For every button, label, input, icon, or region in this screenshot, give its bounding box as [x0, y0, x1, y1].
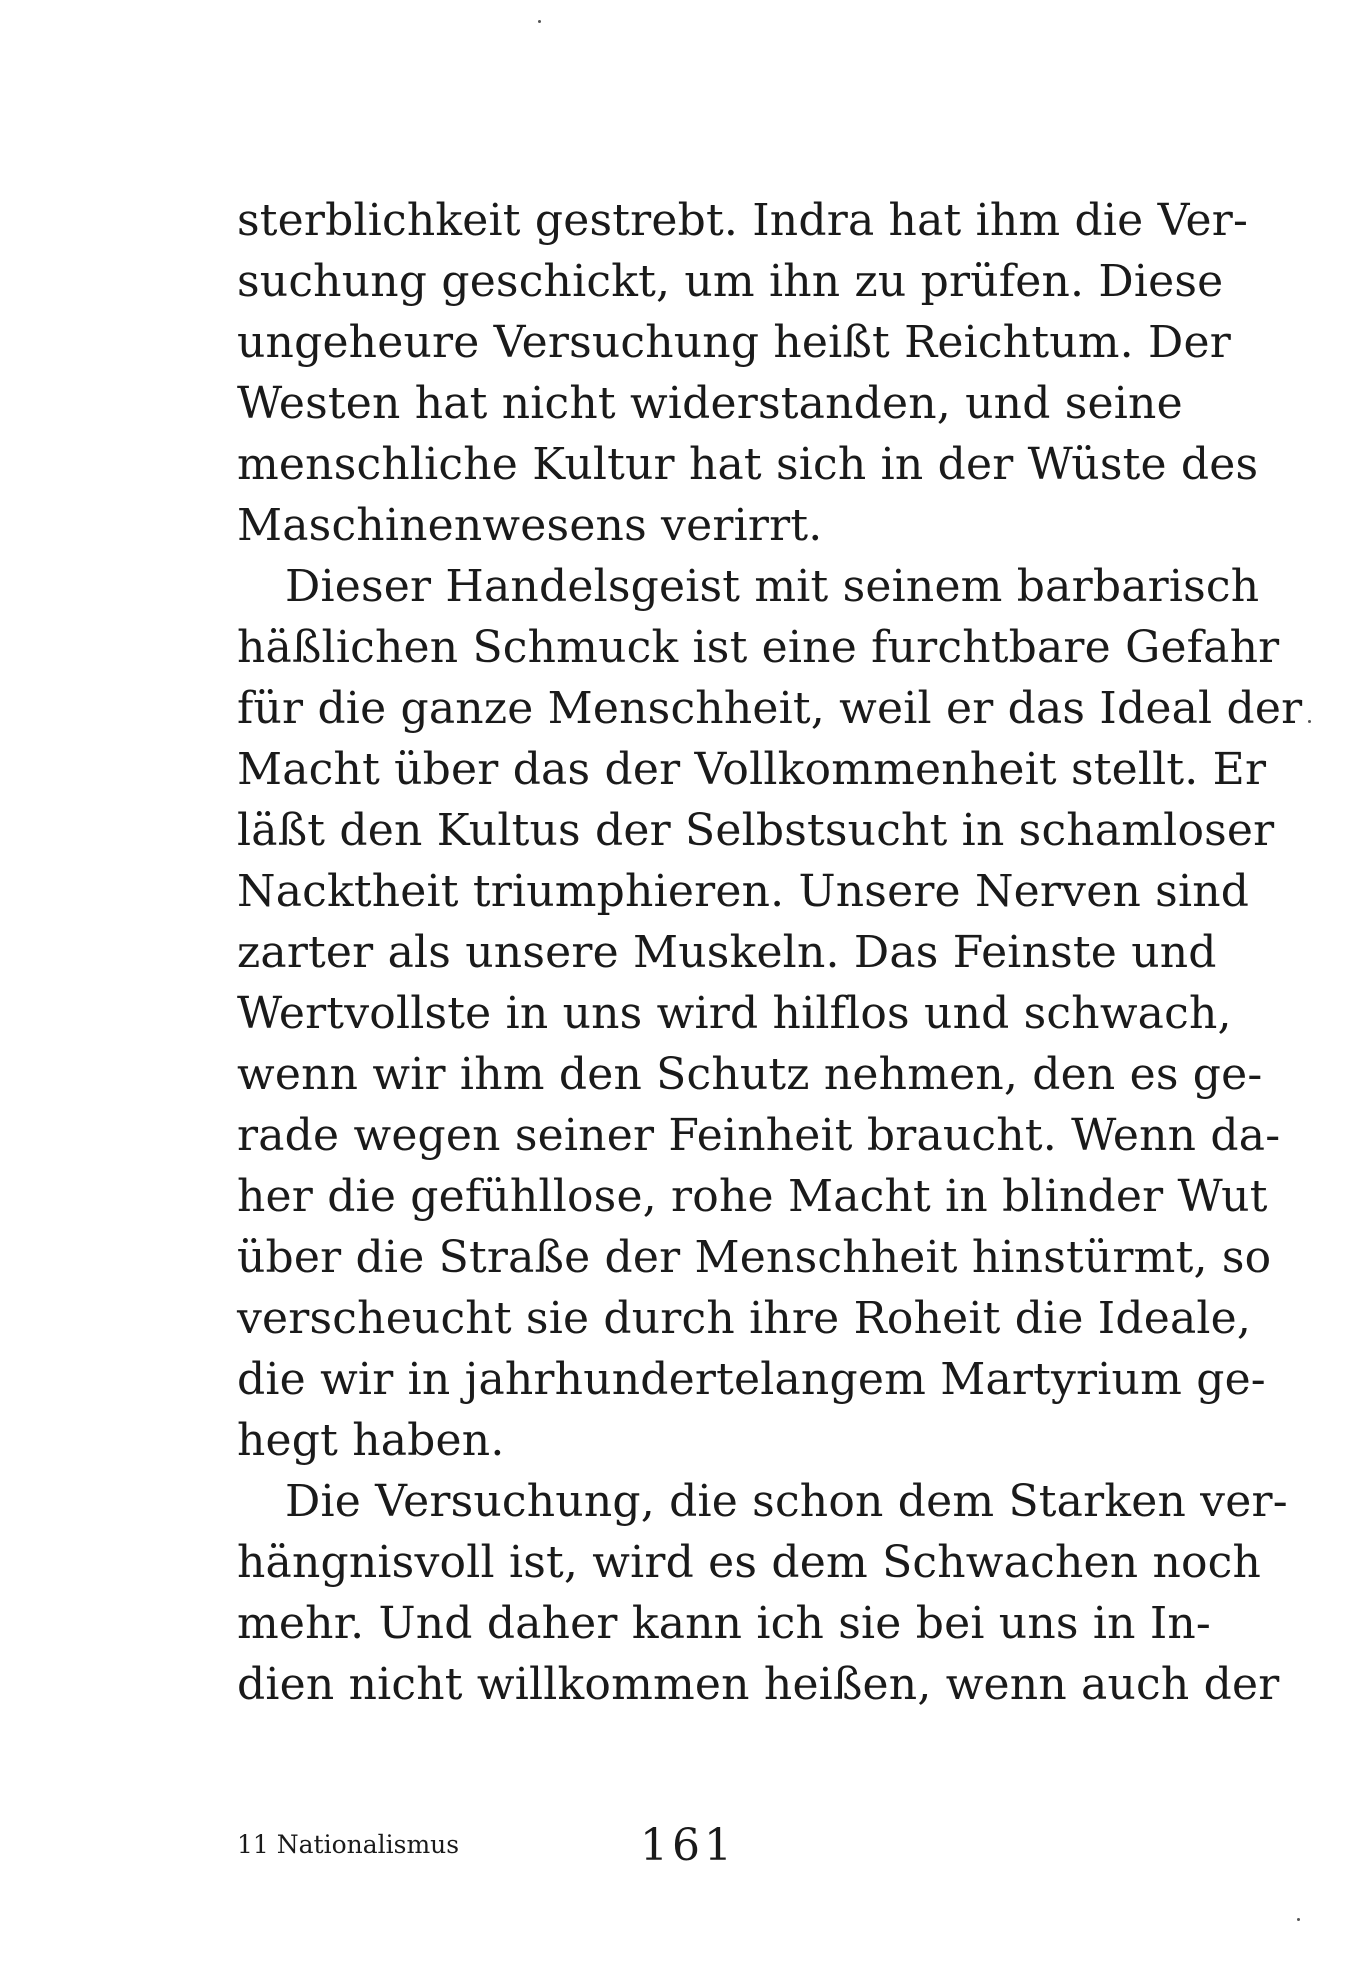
text-line: dien nicht willkommen heißen, wenn auch der: [237, 1659, 1280, 1710]
text-line: Maschinenwesens verirrt.: [237, 500, 823, 551]
text-line: verscheucht sie durch ihre Roheit die Ideale,: [237, 1293, 1252, 1344]
page-number: 161: [640, 1820, 736, 1871]
text-line: Nacktheit triumphieren. Unsere Nerven sind: [237, 866, 1250, 917]
body-text: [237, 190, 1303, 1715]
page-footer: [237, 1822, 1132, 1872]
text-line: hegt haben.: [237, 1415, 505, 1466]
text-line: Westen hat nicht widerstanden, und seine: [237, 378, 1183, 429]
text-line: zarter als unsere Muskeln. Das Feinste und: [237, 927, 1217, 978]
text-line: läßt den Kultus der Selbstsucht in schamloser: [237, 805, 1275, 856]
text-line: Macht über das der Vollkommenheit stellt. Er: [237, 744, 1267, 795]
text-line: rade wegen seiner Feinheit braucht. Wenn da-: [237, 1110, 1281, 1161]
text-line: hängnisvoll ist, wird es dem Schwachen noch: [237, 1537, 1262, 1588]
text-line: Dieser Handelsgeist mit seinem barbarisch: [285, 561, 1260, 612]
text-line: wenn wir ihm den Schutz nehmen, den es ge-: [237, 1049, 1263, 1100]
text-line: her die gefühllose, rohe Macht in blinder Wut: [237, 1171, 1268, 1222]
paper-speck: [1297, 1918, 1300, 1921]
text-line: Wertvollste in uns wird hilflos und schwach,: [237, 988, 1232, 1039]
paper-speck: [1308, 720, 1311, 723]
text-line: sterblichkeit gestrebt. Indra hat ihm die Ver-: [237, 195, 1249, 246]
text-line: menschliche Kultur hat sich in der Wüste des: [237, 439, 1259, 490]
text-line: über die Straße der Menschheit hinstürmt, so: [237, 1232, 1272, 1283]
text-line: mehr. Und daher kann ich sie bei uns in In-: [237, 1598, 1212, 1649]
text-line: ungeheure Versuchung heißt Reichtum. Der: [237, 317, 1231, 368]
paper-speck: [538, 20, 541, 23]
text-line: häßlichen Schmuck ist eine furchtbare Gefahr: [237, 622, 1280, 673]
text-line: suchung geschickt, um ihn zu prüfen. Diese: [237, 256, 1224, 307]
text-line: die wir in jahrhundertelangem Martyrium ge-: [237, 1354, 1266, 1405]
text-line: Die Versuchung, die schon dem Starken ver-: [285, 1476, 1288, 1527]
text-line: für die ganze Menschheit, weil er das Ideal der: [237, 683, 1303, 734]
printer-signature: 11 Nationalismus: [237, 1830, 460, 1859]
